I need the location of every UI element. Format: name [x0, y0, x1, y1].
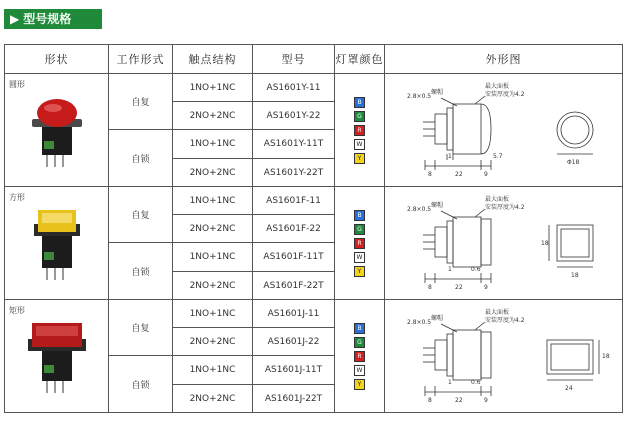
table-row	[5, 187, 623, 215]
dim-22: 22	[455, 284, 463, 291]
col-header-shape: 形状	[5, 45, 109, 74]
contacts-cell: 2NO+2NC	[173, 159, 253, 187]
outline-diagram-rectangle	[385, 300, 623, 413]
color-swatch-yellow: Y	[354, 153, 365, 164]
contacts-cell: 2NO+2NC	[173, 215, 253, 243]
square-outline-drawing	[385, 187, 621, 299]
contacts-cell: 1NO+1NC	[173, 243, 253, 272]
mode-cell: 自锁	[109, 243, 173, 300]
dim-0-6: 0.6	[471, 266, 481, 273]
nut-label: 螺帽	[431, 315, 444, 322]
thickness-note: 安装厚度为4.2	[485, 91, 525, 98]
lamp-colors-cell	[335, 300, 385, 413]
col-header-mode: 工作形式	[109, 45, 173, 74]
table-row	[5, 74, 623, 102]
contacts-cell: 2NO+2NC	[173, 328, 253, 356]
dim-1: 1	[448, 266, 452, 273]
model-cell: AS1601J-22T	[253, 385, 335, 413]
model-cell: AS1601J-22	[253, 328, 335, 356]
model-cell: AS1601Y-22T	[253, 159, 335, 187]
lamp-colors-cell	[335, 187, 385, 300]
model-cell: AS1601Y-11	[253, 74, 335, 102]
color-swatch-red: R	[354, 238, 365, 249]
color-swatch-green: G	[354, 224, 365, 235]
contacts-cell: 1NO+1NC	[173, 300, 253, 328]
color-swatch-red: R	[354, 351, 365, 362]
nut-label: 螺帽	[431, 89, 444, 96]
thickness-note: 安装厚度为4.2	[485, 317, 525, 324]
thread-dim: 2.8×0.5	[407, 93, 432, 100]
dim-9: 9	[484, 284, 488, 291]
panel-note: 最大面板	[485, 83, 510, 90]
shape-cell-rectangle	[5, 300, 109, 413]
dim-8: 8	[428, 171, 432, 178]
mode-cell: 自复	[109, 187, 173, 243]
color-swatch-white: W	[354, 252, 365, 263]
col-header-model: 型号	[253, 45, 335, 74]
shape-cell-square	[5, 187, 109, 300]
front-width: 18	[571, 272, 579, 279]
color-swatch-blue: B	[354, 210, 365, 221]
dim-8: 8	[428, 397, 432, 404]
dim-5-7: 5.7	[493, 153, 503, 160]
model-cell: AS1601F-11T	[253, 243, 335, 272]
model-cell: AS1601F-22T	[253, 272, 335, 300]
outline-diagram-square	[385, 187, 623, 300]
contacts-cell: 1NO+1NC	[173, 130, 253, 159]
color-swatch-blue: B	[354, 97, 365, 108]
mode-cell: 自锁	[109, 356, 173, 413]
rectangle-button-image	[22, 309, 92, 404]
mode-cell: 自复	[109, 300, 173, 356]
contacts-cell: 1NO+1NC	[173, 356, 253, 385]
color-swatch-white: W	[354, 139, 365, 150]
round-outline-drawing	[385, 74, 621, 186]
shape-label: 方形	[9, 193, 25, 202]
color-swatch-blue: B	[354, 323, 365, 334]
thread-dim: 2.8×0.5	[407, 319, 432, 326]
dim-9: 9	[484, 397, 488, 404]
thread-dim: 2.8×0.5	[407, 206, 432, 213]
model-cell: AS1601Y-11T	[253, 130, 335, 159]
round-button-image	[22, 83, 92, 178]
color-swatch-white: W	[354, 365, 365, 376]
dim-1: 1	[448, 153, 452, 160]
col-header-outline: 外形图	[385, 45, 623, 74]
shape-label: 矩形	[9, 306, 25, 315]
nut-label: 螺帽	[431, 202, 444, 209]
front-width: 24	[565, 385, 573, 392]
panel-note: 最大面板	[485, 309, 510, 316]
contacts-cell: 1NO+1NC	[173, 74, 253, 102]
dim-9: 9	[484, 171, 488, 178]
model-cell: AS1601F-11	[253, 187, 335, 215]
front-dim: Φ18	[567, 159, 580, 166]
col-header-lamp-color: 灯罩颜色	[335, 45, 385, 74]
dim-22: 22	[455, 171, 463, 178]
spec-table	[4, 44, 623, 413]
dim-22: 22	[455, 397, 463, 404]
model-cell: AS1601Y-22	[253, 102, 335, 130]
color-swatch-green: G	[354, 337, 365, 348]
shape-cell-round	[5, 74, 109, 187]
color-swatch-green: G	[354, 111, 365, 122]
table-row	[5, 300, 623, 328]
square-button-image	[22, 196, 92, 291]
outline-diagram-round	[385, 74, 623, 187]
rectangle-outline-drawing	[385, 300, 621, 412]
model-cell: AS1601F-22	[253, 215, 335, 243]
section-title-text: 型号规格	[23, 12, 72, 26]
table-header-row	[5, 45, 623, 74]
contacts-cell: 1NO+1NC	[173, 187, 253, 215]
mode-cell: 自锁	[109, 130, 173, 187]
col-header-contacts: 触点结构	[173, 45, 253, 74]
model-cell: AS1601J-11T	[253, 356, 335, 385]
lamp-colors-cell	[335, 74, 385, 187]
arrow-icon: ▶	[10, 12, 20, 26]
dim-0-6: 0.6	[471, 379, 481, 386]
front-height: 18	[541, 240, 549, 247]
dim-1: 1	[448, 379, 452, 386]
contacts-cell: 2NO+2NC	[173, 102, 253, 130]
panel-note: 最大面板	[485, 196, 510, 203]
section-title	[4, 9, 102, 29]
shape-label: 圆形	[9, 80, 25, 89]
mode-cell: 自复	[109, 74, 173, 130]
contacts-cell: 2NO+2NC	[173, 385, 253, 413]
color-swatch-yellow: Y	[354, 379, 365, 390]
thickness-note: 安装厚度为4.2	[485, 204, 525, 211]
color-swatch-red: R	[354, 125, 365, 136]
model-cell: AS1601J-11	[253, 300, 335, 328]
front-height: 18	[602, 353, 610, 360]
color-swatch-yellow: Y	[354, 266, 365, 277]
dim-8: 8	[428, 284, 432, 291]
contacts-cell: 2NO+2NC	[173, 272, 253, 300]
